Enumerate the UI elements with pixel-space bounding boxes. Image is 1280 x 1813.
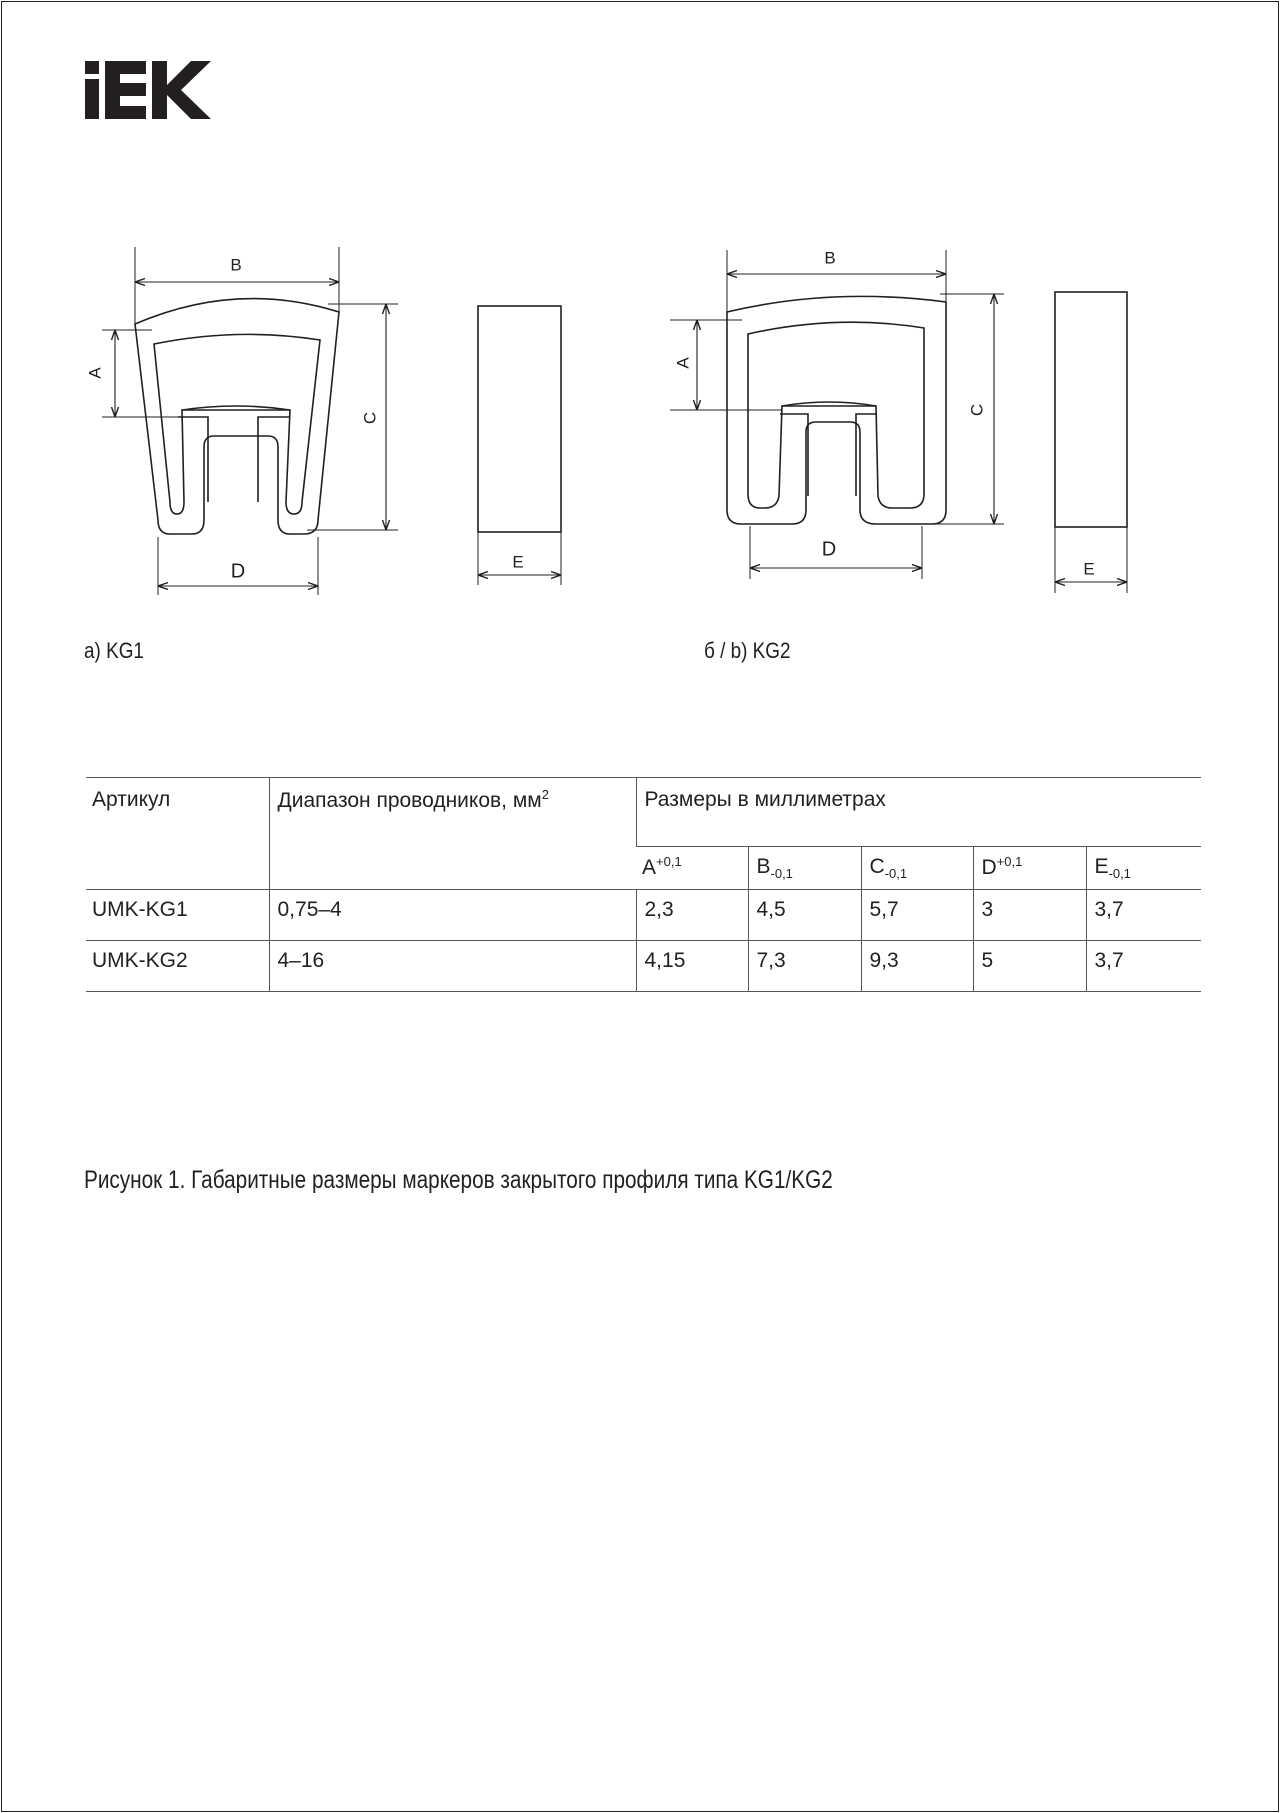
- cell-c: 9,3: [861, 941, 973, 992]
- figure-caption: Рисунок 1. Габаритные размеры маркеров закрытого профиля типа KG1/KG2: [84, 1166, 833, 1194]
- kg2-side-view: [1055, 292, 1127, 527]
- kg1-slot-top: [178, 406, 290, 502]
- header-conductor-range: [269, 778, 636, 890]
- header-conductor-range-text: Диапазон проводников, мм: [277, 789, 542, 812]
- header-unit-superscript: 2: [541, 787, 549, 802]
- kg1-label-e: E: [512, 552, 524, 572]
- header-article: Артикул: [86, 778, 269, 890]
- kg2-label-c: C: [967, 403, 987, 417]
- table-header-row: [86, 778, 1201, 847]
- cell-b: 4,5: [748, 890, 861, 941]
- cell-d: 5: [973, 941, 1086, 992]
- kg1-label-c: C: [360, 411, 380, 425]
- document-page: [1, 1, 1279, 1812]
- cell-article: UMK-KG2: [86, 941, 269, 992]
- kg2-label-b: B: [824, 248, 836, 268]
- kg2-label-e: E: [1083, 559, 1095, 579]
- header-dimensions: Размеры в миллиметрах: [636, 778, 1201, 847]
- kg1-drawing: [102, 247, 561, 595]
- kg2-label-a: A: [673, 357, 693, 369]
- cell-e: 3,7: [1086, 890, 1201, 941]
- cell-range: 4–16: [269, 941, 636, 992]
- subheader-c: $C_{-0,1}$: [861, 847, 973, 890]
- kg1-side-view: [478, 306, 561, 532]
- kg2-caption: б / b) KG2: [704, 638, 791, 663]
- kg1-label-d: D: [230, 560, 246, 583]
- kg2-label-d: D: [821, 538, 837, 561]
- kg2-profile-inner: [748, 322, 924, 508]
- cell-a: 4,15: [636, 941, 748, 992]
- cell-article: UMK-KG1: [86, 890, 269, 941]
- kg2-drawing: [670, 250, 1127, 593]
- cell-d: 3: [973, 890, 1086, 941]
- table-row: [86, 890, 1201, 941]
- kg1-label-b: B: [230, 255, 242, 275]
- table-row: [86, 941, 1201, 992]
- cell-range: 0,75–4: [269, 890, 636, 941]
- dimension-drawings: [2, 2, 1278, 662]
- cell-c: 5,7: [861, 890, 973, 941]
- cell-b: 7,3: [748, 941, 861, 992]
- kg2-slot-top: [780, 402, 876, 496]
- cell-e: 3,7: [1086, 941, 1201, 992]
- kg1-profile-inner: [154, 334, 320, 514]
- dimensions-table: [86, 777, 1201, 992]
- subheader-b: $B_{-0,1}$: [748, 847, 861, 890]
- kg1-label-a: A: [85, 367, 105, 379]
- kg1-caption: а) KG1: [84, 638, 144, 663]
- cell-a: 2,3: [636, 890, 748, 941]
- subheader-d: $D^{+0,1}$: [973, 847, 1086, 890]
- subheader-a: $A^{+0,1}$: [636, 847, 748, 890]
- subheader-e: $E_{-0,1}$: [1086, 847, 1201, 890]
